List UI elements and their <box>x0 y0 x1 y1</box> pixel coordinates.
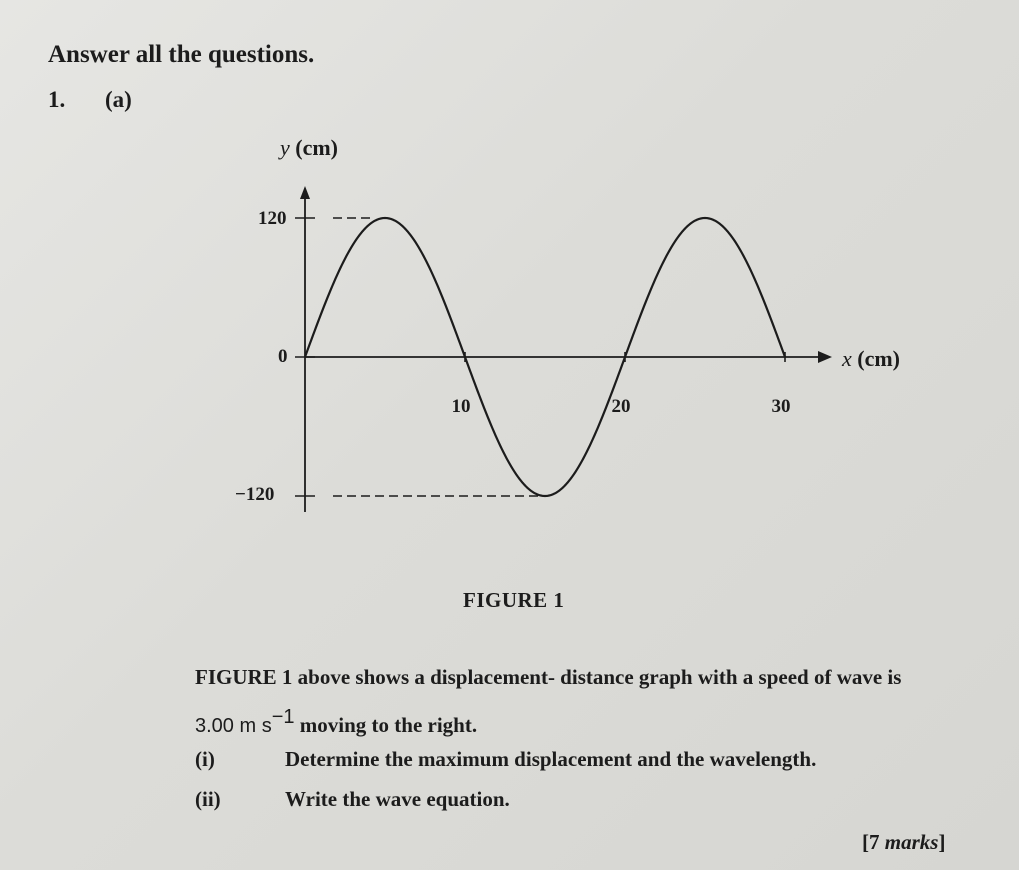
question-paragraph-line-1: FIGURE 1 above shows a displacement- distance graph with a speed of wave is <box>195 665 902 689</box>
subquestion-i-label: (i) <box>195 747 215 771</box>
x-tick-label-0: 10 <box>451 396 471 417</box>
subquestion-ii-label: (ii) <box>195 787 221 811</box>
y-tick-label-1: 0 <box>278 346 288 367</box>
x-tick-label-2: 30 <box>771 396 791 417</box>
x-tick-label-1: 20 <box>611 396 631 417</box>
y-axis-arrow-icon <box>300 186 310 199</box>
question-number: 1. <box>48 87 66 112</box>
speed-line-rest: moving to the right. <box>294 713 478 737</box>
instruction-text: Answer all the questions. <box>48 41 315 68</box>
speed-unit-exponent: −1 <box>271 706 295 728</box>
x-axis-title: x (cm) <box>842 346 901 371</box>
x-axis-arrow-icon <box>818 351 832 363</box>
marks-number: 7 <box>869 830 880 854</box>
question-part: (a) <box>105 87 132 112</box>
subquestion-i-text: Determine the maximum displacement and the wavelength. <box>285 747 817 771</box>
figure-caption: FIGURE 1 <box>463 588 565 612</box>
marks-open-bracket: [ <box>862 830 869 854</box>
subquestion-ii-text: Write the wave equation. <box>285 787 510 811</box>
y-tick-label-0: 120 <box>258 208 287 229</box>
graph-axes <box>300 186 832 512</box>
axis-labels <box>235 135 900 505</box>
y-axis-title: y (cm) <box>280 135 339 160</box>
y-tick-label-2: −120 <box>235 484 275 505</box>
marks-word: marks <box>884 830 939 854</box>
marks-close-bracket: ] <box>938 830 946 854</box>
marks-allocation <box>862 832 945 853</box>
speed-value: 3.00 m s <box>195 715 272 737</box>
question-paragraph-line-2 <box>195 707 477 736</box>
